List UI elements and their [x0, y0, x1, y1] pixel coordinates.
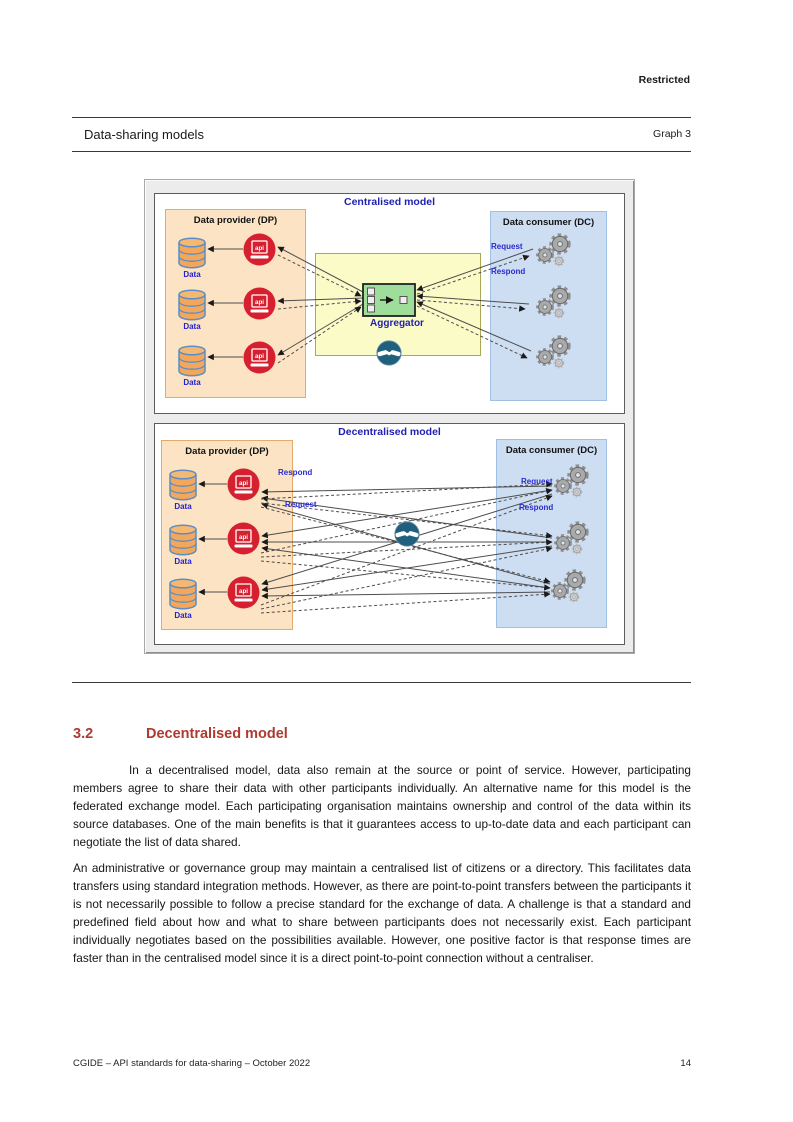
decentralised-title: Decentralised model — [338, 426, 441, 438]
gears-icon — [529, 229, 577, 275]
svg-text:api: api — [239, 587, 248, 595]
request-label: Request — [491, 242, 523, 251]
footer-document-title: CGIDE – API standards for data-sharing – October 2022 — [73, 1058, 311, 1069]
database-icon — [169, 469, 197, 511]
section-heading — [73, 726, 691, 742]
svg-text:api: api — [255, 298, 264, 306]
data-provider-title: Data provider (DP) — [193, 215, 278, 226]
api-icon — [243, 287, 276, 320]
data-label: Data — [174, 502, 192, 511]
gears-icon — [529, 281, 577, 327]
database-icon — [178, 345, 206, 387]
footer-page-number: 14 — [680, 1058, 691, 1069]
database-icon — [169, 578, 197, 620]
data-label: Data — [174, 611, 192, 620]
section-title: Decentralised model — [146, 726, 288, 742]
decentralised-model-panel — [154, 423, 625, 645]
body-paragraph-1: In a decentralised model, data also remain at the source or point of service. However, participating members agree to share their data with other participants individually. An alternative name for this model is the federated exchange model. Each participating organisation maintains ownership and control of the data within its source databases. One of the main benefits is that it guarantees access to up-to-date data and each participant can negotiate the list of data shared. — [73, 763, 691, 849]
body-paragraph-2: An administrative or governance group may maintain a centralised list of citizens or a directory. This facilitates data transfers using standard integration methods. However, as there are point-to-point transfers between the participants it is not necessarily possible to follow a precise standard for the exchange of data. A challenge is that a standard and predefined field about how and what to share between participants does not necessarily exist. Each participant individually negotiates based on the possibilities available. However, one positive factor is that response times are faster than in the centralised model since it is a direct point-to-point connection without a centraliser. — [73, 861, 691, 965]
graph3-diagram — [144, 179, 635, 654]
svg-text:api: api — [255, 352, 264, 360]
request-label: Request — [285, 500, 317, 509]
data-label: Data — [174, 557, 192, 566]
graph-header — [72, 122, 691, 146]
database-icon — [178, 289, 206, 331]
centralised-title: Centralised model — [343, 196, 436, 208]
restricted-label: Restricted — [638, 74, 690, 86]
database-icon — [178, 237, 206, 279]
header-rule-top — [72, 117, 691, 118]
request-label: Request — [521, 477, 553, 486]
gears-icon — [547, 517, 595, 563]
respond-label: Respond — [491, 267, 526, 276]
data-label: Data — [183, 322, 201, 331]
section-number: 3.2 — [73, 726, 94, 742]
api-icon — [227, 522, 260, 555]
header-rule-bottom — [72, 151, 691, 152]
api-icon — [227, 468, 260, 501]
data-label: Data — [183, 270, 201, 279]
api-icon — [243, 341, 276, 374]
svg-text:api: api — [239, 479, 248, 487]
page-footer — [73, 1058, 691, 1069]
graph-title: Data-sharing models — [84, 126, 204, 142]
divider-rule — [72, 682, 691, 683]
api-icon — [227, 576, 260, 609]
gears-icon — [544, 565, 592, 611]
gears-icon — [547, 460, 595, 506]
handshake-icon — [394, 521, 420, 547]
svg-text:api: api — [239, 533, 248, 541]
centralised-model-panel — [154, 193, 625, 414]
graph-number: Graph 3 — [653, 128, 691, 140]
data-consumer-title: Data consumer (DC) — [505, 445, 598, 456]
handshake-icon — [376, 340, 402, 366]
svg-text:api: api — [255, 244, 264, 252]
server-icon — [362, 283, 416, 317]
data-consumer-title: Data consumer (DC) — [502, 217, 595, 228]
data-label: Data — [183, 378, 201, 387]
database-icon — [169, 524, 197, 566]
gears-icon — [529, 331, 577, 377]
respond-label: Respond — [278, 468, 313, 477]
api-icon — [243, 233, 276, 266]
data-provider-title: Data provider (DP) — [185, 446, 269, 457]
respond-label: Respond — [519, 503, 554, 512]
aggregator-label: Aggregator — [370, 318, 424, 329]
